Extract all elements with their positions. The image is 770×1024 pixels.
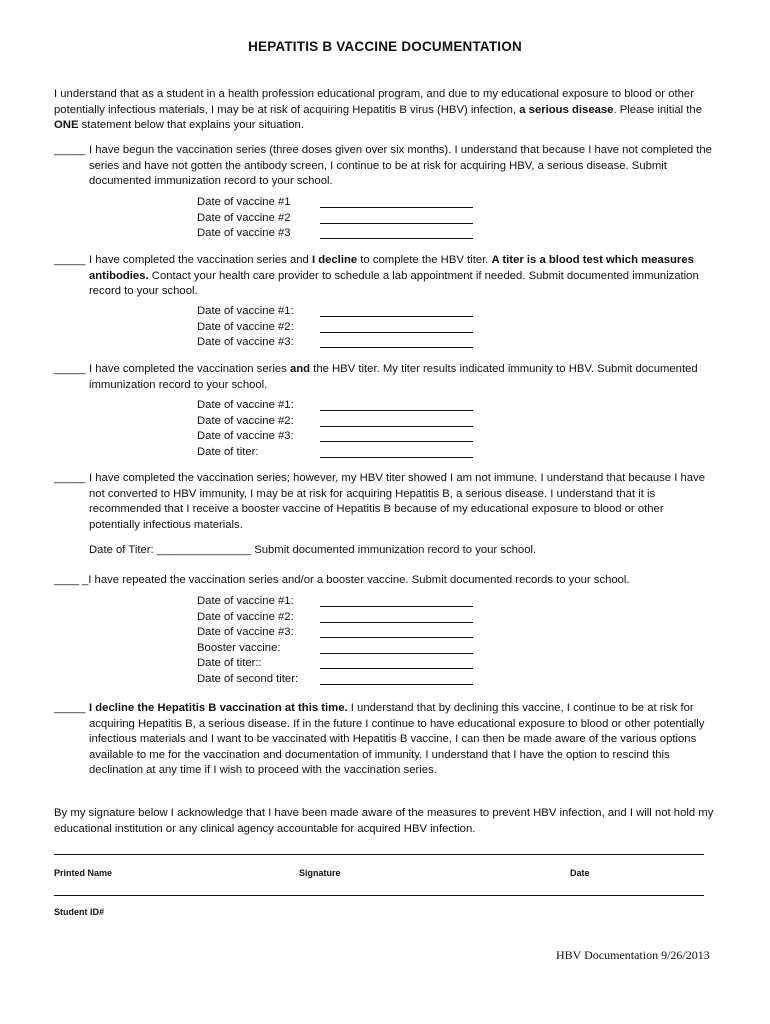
option-text: _I have repeated the vaccination series and/or a booster vaccine. Submit documented records to your school. [82, 574, 630, 586]
initial-blank[interactable]: _____ [54, 363, 86, 375]
option-decline-titer [54, 253, 714, 300]
option-not-immune [54, 471, 714, 533]
option-text: I have completed the vaccination series and the HBV titer. My titer results indicated immunity to HBV. Submit documented immunization record to your school. [89, 363, 698, 391]
initial-blank[interactable]: _____ [54, 254, 86, 266]
acknowledgement-paragraph: By my signature below I acknowledge that I have been made aware of the measures to prevent HBV infection, and I will not hold my educational institution or any clinical agency accountable for acquired HBV infection. [54, 807, 714, 835]
initial-blank[interactable]: _____ [54, 144, 86, 156]
printed-name-label: Printed Name [54, 868, 113, 878]
signature-line[interactable] [54, 854, 704, 855]
footer-doc-version: HBV Documentation 9/26/2013 [556, 948, 710, 962]
option-text: I have completed the vaccination series and I decline to complete the HBV titer. A titer is a blood test which measures antibodies. Contact your health care provider to schedule a lab appointment if needed. Submit documented immunization record to your school. [89, 254, 699, 297]
option-begun-series [54, 143, 714, 190]
page-title: HEPATITIS B VACCINE DOCUMENTATION [248, 39, 522, 54]
titer-date-line[interactable]: Date of Titer: _______________ Submit documented immunization record to your school. [89, 544, 537, 556]
student-id-line[interactable] [54, 895, 704, 896]
student-id-label: Student ID# [54, 907, 105, 917]
intro-paragraph: I understand that as a student in a health profession educational program, and due to my educational exposure to blood or other potentially infectious materials, I may be at risk of acquiring Hepatitis B virus (HBV) infection, a serious disease. Please initial the ONE statement below that explains your situation. [54, 88, 702, 131]
signature-label: Signature [299, 868, 341, 878]
option-repeated-series [54, 573, 714, 589]
initial-blank[interactable]: ____ [54, 574, 80, 586]
date-label: Date [570, 868, 590, 878]
initial-blank[interactable]: _____ [54, 702, 86, 714]
initial-blank[interactable]: _____ [54, 472, 86, 484]
option-text: I decline the Hepatitis B vaccination at this time. I understand that by declining this vaccine, I continue to be at risk for acquiring Hepatitis B, a serious disease. If in the future I continue to have educational exposure to blood or other potentially infectious materials and I want to be vaccinated with Hepatitis B vaccine, I can then be made aware of the various options available to me for the vaccination and documentation of immunity. I understand that I have the option to rescind this declination at any time if I wish to proceed with the vaccination series. [89, 702, 705, 776]
option-text: I have completed the vaccination series; however, my HBV titer showed I am not immune. I understand that because I have not converted to HBV immunity, I may be at risk for acquiring Hepatitis B, a serious disease. I understand that it is recommended that I receive a booster vaccine of Hepatitis B because of my educational exposure to blood or other potentially infectious materials. [89, 472, 706, 531]
option-text: I have begun the vaccination series (three doses given over six months). I understand that because I have not completed the series and have not gotten the antibody screen, I continue to be at risk for acquiring HBV, a serious disease. Submit documented immunization record to your school. [89, 144, 712, 187]
option-decline-vaccination [54, 701, 714, 779]
option-immune [54, 362, 714, 393]
